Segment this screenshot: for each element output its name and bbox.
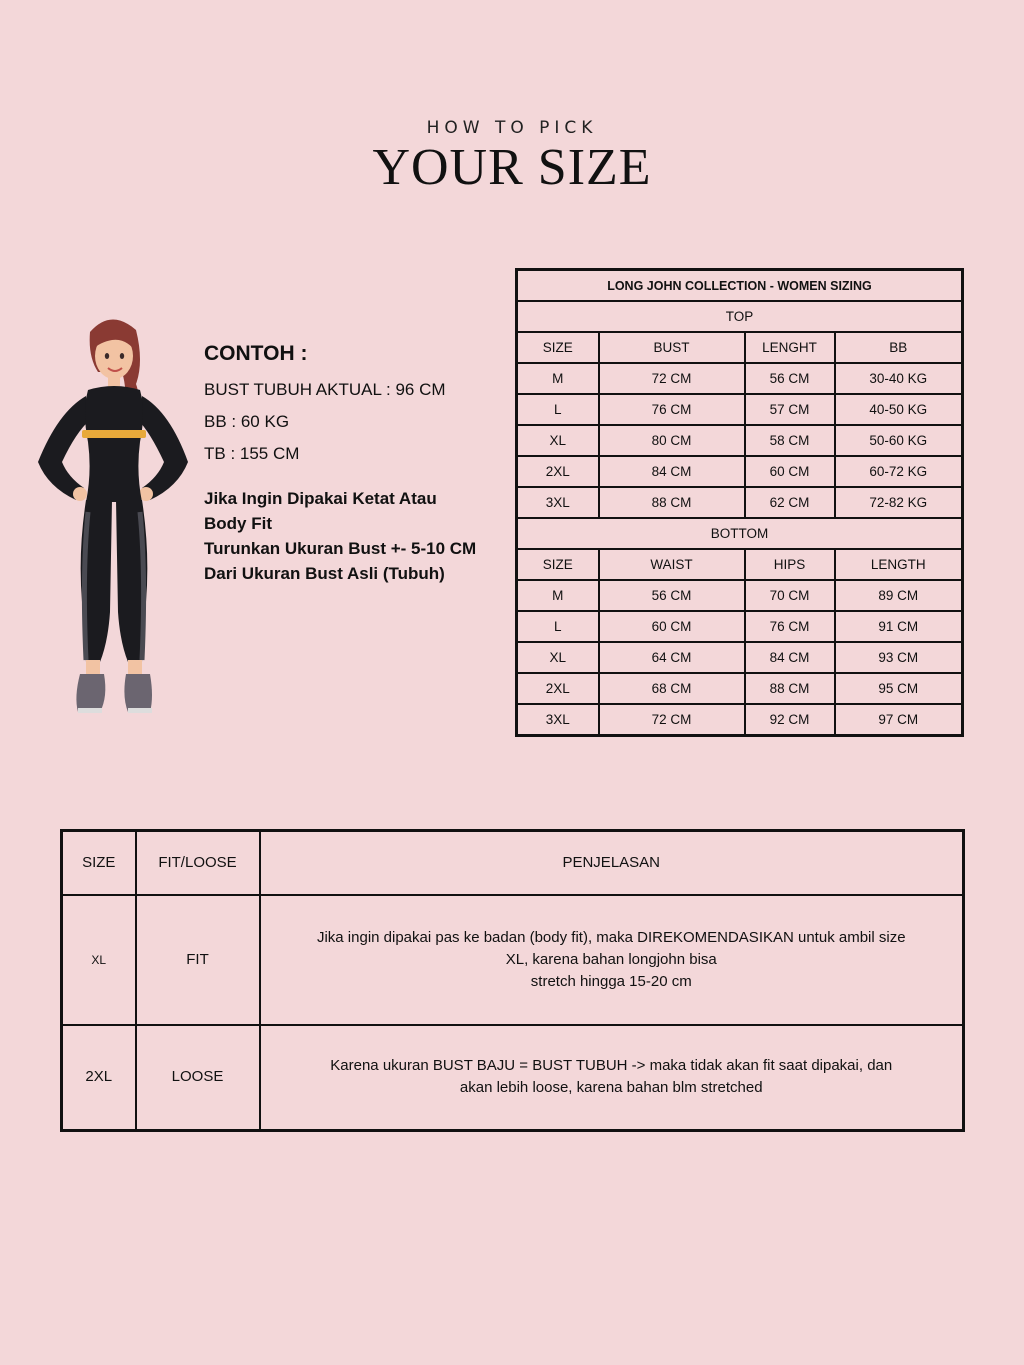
torso — [85, 386, 143, 502]
fit-type-cell: FIT — [136, 895, 260, 1025]
right-arm — [138, 396, 188, 500]
table-cell: 3XL — [517, 704, 599, 736]
fit-guide-table — [60, 829, 965, 1132]
top-header-row — [517, 332, 963, 363]
table-cell: XL — [517, 425, 599, 456]
explanation-line: XL, karena bahan longjohn bisa — [505, 950, 717, 968]
example-note-line: Dari Ukuran Bust Asli (Tubuh) — [204, 564, 445, 583]
table-cell: 56 CM — [745, 363, 835, 394]
measuring-tape — [82, 430, 146, 438]
example-note-line: Jika Ingin Dipakai Ketat Atau — [204, 489, 437, 508]
table-cell: 72 CM — [599, 363, 745, 394]
table-cell: 80 CM — [599, 425, 745, 456]
header-cell: SIZE — [517, 332, 599, 363]
left-arm — [38, 396, 90, 500]
table-row — [517, 704, 963, 736]
table-cell: L — [517, 394, 599, 425]
header-cell: SIZE — [62, 831, 136, 895]
fit-row — [62, 1025, 964, 1131]
table-cell: 58 CM — [745, 425, 835, 456]
example-bust: BUST TUBUH AKTUAL : 96 CM — [204, 380, 446, 399]
table-cell: 3XL — [517, 487, 599, 518]
explanation-line: Jika ingin dipakai pas ke badan (body fit), maka DIREKOMENDASIKAN untuk ambil size — [316, 928, 906, 946]
table-cell: 30-40 KG — [835, 363, 963, 394]
table-cell: M — [517, 580, 599, 611]
model-illustration — [28, 312, 194, 722]
table-cell: 84 CM — [745, 642, 835, 673]
table-row — [517, 456, 963, 487]
table-cell: 84 CM — [599, 456, 745, 487]
table-row — [517, 611, 963, 642]
bottom-section-label: BOTTOM — [517, 518, 963, 549]
table-row — [517, 425, 963, 456]
table-cell: 88 CM — [745, 673, 835, 704]
explanation-line: akan lebih loose, karena bahan blm stretched — [459, 1079, 763, 1097]
table-cell: 2XL — [517, 673, 599, 704]
table-row — [517, 487, 963, 518]
table-cell: XL — [517, 642, 599, 673]
table-cell: 2XL — [517, 456, 599, 487]
header-cell: FIT/LOOSE — [136, 831, 260, 895]
table-cell: 89 CM — [835, 580, 963, 611]
table-cell: 68 CM — [599, 673, 745, 704]
explanation-cell — [260, 895, 964, 1025]
table-cell: 40-50 KG — [835, 394, 963, 425]
table-cell: 88 CM — [599, 487, 745, 518]
kicker-text: HOW TO PICK — [426, 118, 598, 138]
table-cell: 76 CM — [745, 611, 835, 642]
example-note — [204, 486, 504, 586]
example-block — [204, 342, 504, 586]
bottom-header-row — [517, 549, 963, 580]
table-cell: 64 CM — [599, 642, 745, 673]
table-cell: 50-60 KG — [835, 425, 963, 456]
table-row — [517, 394, 963, 425]
fit-size-cell: 2XL — [62, 1025, 136, 1131]
example-note-line: Body Fit — [204, 514, 272, 533]
table-cell: 72-82 KG — [835, 487, 963, 518]
header-cell: SIZE — [517, 549, 599, 580]
left-shoe — [76, 674, 105, 712]
header-cell: PENJELASAN — [260, 831, 964, 895]
table-row — [517, 673, 963, 704]
explanation-cell — [260, 1025, 964, 1131]
table-cell: M — [517, 363, 599, 394]
example-weight: BB : 60 KG — [204, 412, 290, 431]
explanation-line: Karena ukuran BUST BAJU = BUST TUBUH -> maka tidak akan fit saat dipakai, dan — [330, 1057, 893, 1075]
table-cell: 62 CM — [745, 487, 835, 518]
top-section-label: TOP — [517, 301, 963, 332]
table-cell: 92 CM — [745, 704, 835, 736]
table-row — [517, 363, 963, 394]
table-cell: L — [517, 611, 599, 642]
table-row — [517, 642, 963, 673]
table-cell: 60 CM — [599, 611, 745, 642]
header-cell: HIPS — [745, 549, 835, 580]
table-cell: 97 CM — [835, 704, 963, 736]
explanation-line: stretch hingga 15-20 cm — [530, 972, 692, 990]
table-cell: 93 CM — [835, 642, 963, 673]
table-cell: 95 CM — [835, 673, 963, 704]
header-cell: BUST — [599, 332, 745, 363]
table-cell: 76 CM — [599, 394, 745, 425]
sizing-table-title: LONG JOHN COLLECTION - WOMEN SIZING — [517, 270, 963, 302]
sizing-table — [515, 268, 964, 737]
fit-type-cell: LOOSE — [136, 1025, 260, 1131]
table-cell: 72 CM — [599, 704, 745, 736]
table-cell: 91 CM — [835, 611, 963, 642]
table-cell: 56 CM — [599, 580, 745, 611]
fit-size-cell: XL — [62, 895, 136, 1025]
header-cell: LENGHT — [745, 332, 835, 363]
header-cell: BB — [835, 332, 963, 363]
table-cell: 60-72 KG — [835, 456, 963, 487]
table-cell: 57 CM — [745, 394, 835, 425]
right-shoe — [124, 674, 152, 712]
header-cell: LENGTH — [835, 549, 963, 580]
example-title: CONTOH : — [204, 342, 308, 365]
fit-row — [62, 895, 964, 1025]
example-note-line: Turunkan Ukuran Bust +- 5-10 CM — [204, 539, 477, 558]
page-title: YOUR SIZE — [372, 139, 652, 196]
table-cell: 70 CM — [745, 580, 835, 611]
header-cell: WAIST — [599, 549, 745, 580]
fit-header-row — [62, 831, 964, 895]
table-cell: 60 CM — [745, 456, 835, 487]
table-row — [517, 580, 963, 611]
example-height: TB : 155 CM — [204, 444, 300, 463]
